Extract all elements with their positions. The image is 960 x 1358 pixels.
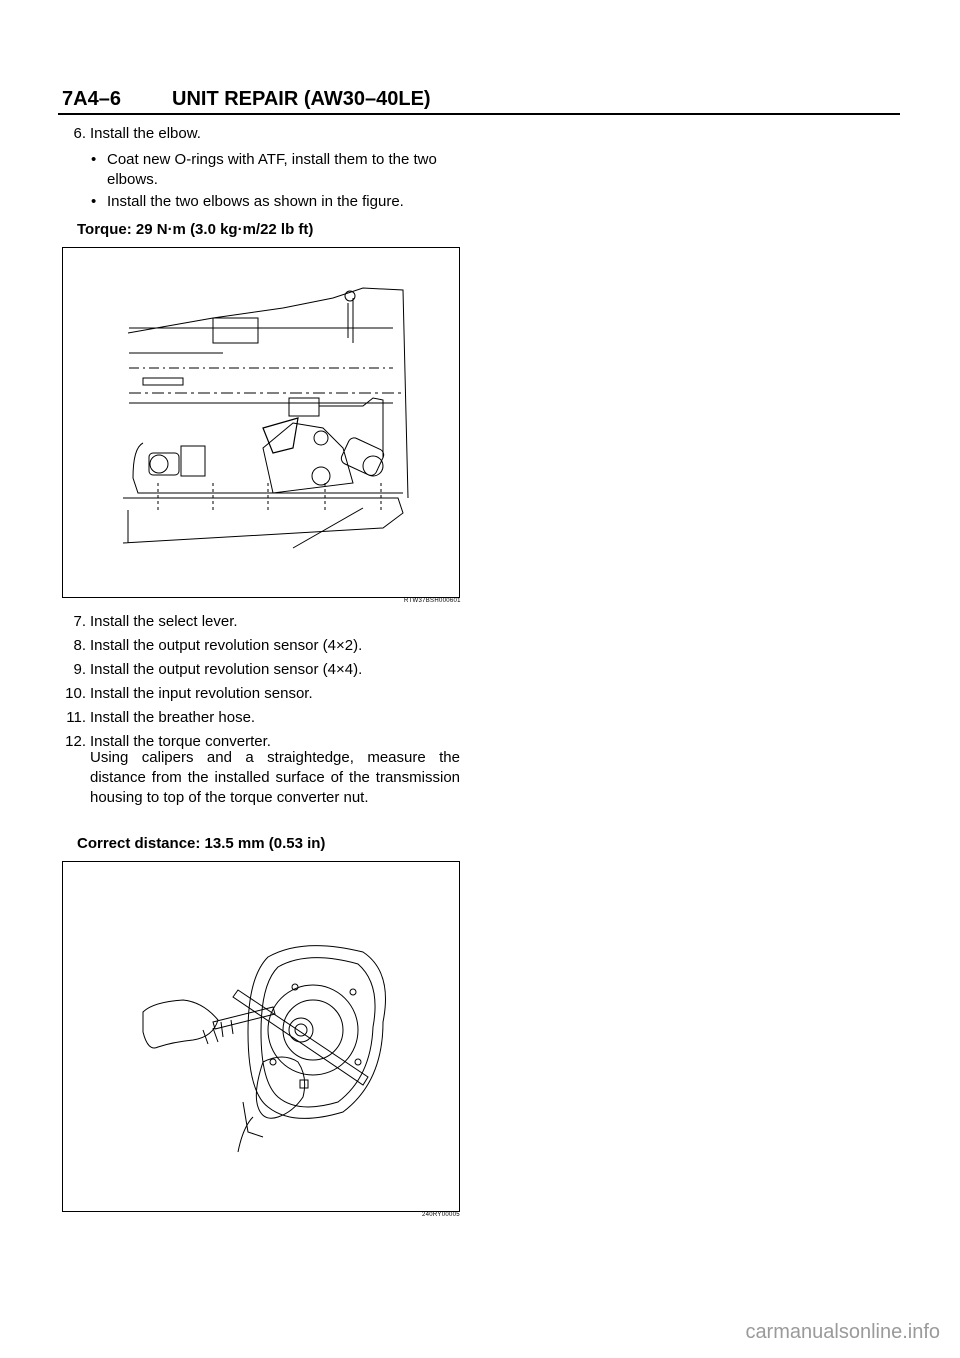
bullet-icon: • — [91, 151, 97, 168]
step-9-number: 9. — [73, 661, 86, 678]
section-code: 7A4–6 — [62, 88, 121, 110]
step-12-detail: Using calipers and a straightedge, measure the distance from the installed surface of the transmission housing to top of the torque converter nut. — [90, 749, 460, 806]
measuring-illustration — [63, 862, 459, 1211]
figure-transmission-elbows — [62, 247, 460, 598]
step-10-text: Install the input revolution sensor. — [90, 685, 313, 702]
step-12-text: Install the torque converter. — [90, 733, 271, 750]
step-7-text: Install the select lever. — [90, 613, 238, 630]
figure-code: 240RY00005 — [422, 1212, 460, 1218]
step-9-text: Install the output revolution sensor (4×4). — [90, 661, 363, 678]
header-rule — [58, 113, 900, 115]
torque-spec: Torque: 29 N·m (3.0 kg·m/22 lb ft) — [77, 221, 314, 238]
step-12-number: 12. — [65, 733, 86, 750]
step-11-number: 11. — [66, 709, 86, 726]
figure-code: RTW37BSH000601 — [404, 598, 461, 604]
figure-measuring-torque-converter — [62, 861, 460, 1212]
step-8-text: Install the output revolution sensor (4×2). — [90, 637, 363, 654]
bullet-icon: • — [91, 193, 97, 210]
step-10-number: 10. — [65, 685, 86, 702]
step-6-bullet-2: Install the two elbows as shown in the figure. — [107, 193, 404, 210]
step-8-number: 8. — [73, 637, 86, 654]
distance-spec: Correct distance: 13.5 mm (0.53 in) — [77, 835, 326, 852]
step-6-bullet-1: Coat new O-rings with ATF, install them to the two elbows. — [107, 151, 437, 188]
step-7-number: 7. — [73, 613, 86, 630]
page-title: UNIT REPAIR (AW30–40LE) — [172, 88, 431, 110]
step-6-number: 6. — [73, 125, 86, 142]
transmission-elbows-illustration — [63, 248, 459, 597]
step-6-text: Install the elbow. — [90, 125, 201, 142]
watermark: carmanualsonline.info — [745, 1321, 940, 1343]
step-11-text: Install the breather hose. — [90, 709, 256, 726]
